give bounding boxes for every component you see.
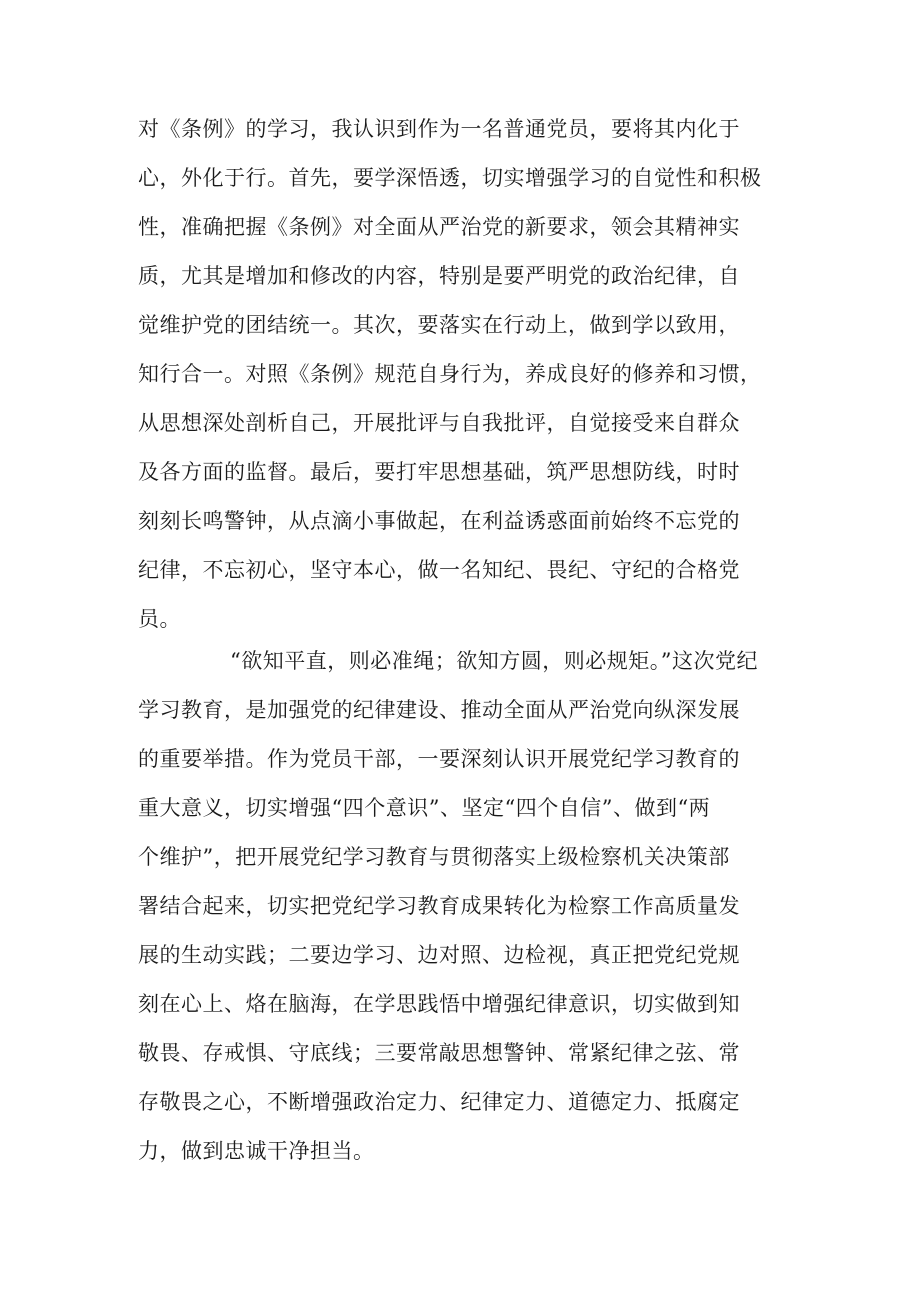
text-line: 及各方面的监督。最后，要打牢思想基础，筑严思想防线，时时 (138, 460, 740, 484)
text-line: 的重要举措。作为党员干部，一要深刻认识开展党纪学习教育的 (138, 747, 740, 771)
text-line: 署结合起来，切实把党纪学习教育成果转化为检察工作高质量发 (138, 894, 740, 918)
text-line: 对《条例》的学习，我认识到作为一名普通党员，要将其内化于 (138, 117, 740, 141)
text-line: 心，外化于行。首先，要学深悟透，切实增强学习的自觉性和积极 (138, 166, 762, 190)
text-line: 个维护”，把开展党纪学习教育与贯彻落实上级检察机关决策部 (138, 845, 730, 869)
text-line: 重大意义，切实增强“四个意识”、坚定“四个自信”、做到“两 (138, 796, 711, 820)
text-line: 质，尤其是增加和修改的内容，特别是要严明党的政治纪律，自 (138, 264, 740, 288)
text-line: “欲知平直，则必准绳；欲知方圆，则必规矩。”这次党纪 (230, 649, 758, 673)
text-line: 存敬畏之心，不断增强政治定力、纪律定力、道德定力、抵腐定 (138, 1090, 740, 1114)
text-line: 敬畏、存戒惧、守底线；三要常敲思想警钟、常紧纪律之弦、常 (138, 1041, 740, 1065)
text-line: 性，准确把握《条例》对全面从严治党的新要求，领会其精神实 (138, 215, 740, 239)
text-line: 刻在心上、烙在脑海，在学思践悟中增强纪律意识，切实做到知 (138, 992, 740, 1016)
text-line: 觉维护党的团结统一。其次，要落实在行动上，做到学以致用， (138, 313, 740, 337)
text-line: 纪律，不忘初心，坚守本心，做一名知纪、畏纪、守纪的合格党 (138, 558, 740, 582)
text-line: 展的生动实践；二要边学习、边对照、边检视，真正把党纪党规 (138, 943, 740, 967)
text-line: 学习教育，是加强党的纪律建设、推动全面从严治党向纵深发展 (138, 698, 740, 722)
text-line: 刻刻长鸣警钟，从点滴小事做起，在利益诱惑面前始终不忘党的 (138, 509, 740, 533)
text-line: 知行合一。对照《条例》规范自身行为，养成良好的修养和习惯， (138, 362, 762, 386)
text-line: 员。 (138, 607, 181, 631)
text-line: 从思想深处剖析自己，开展批评与自我批评，自觉接受来自群众 (138, 411, 740, 435)
text-line: 力，做到忠诚干净担当。 (138, 1139, 375, 1163)
